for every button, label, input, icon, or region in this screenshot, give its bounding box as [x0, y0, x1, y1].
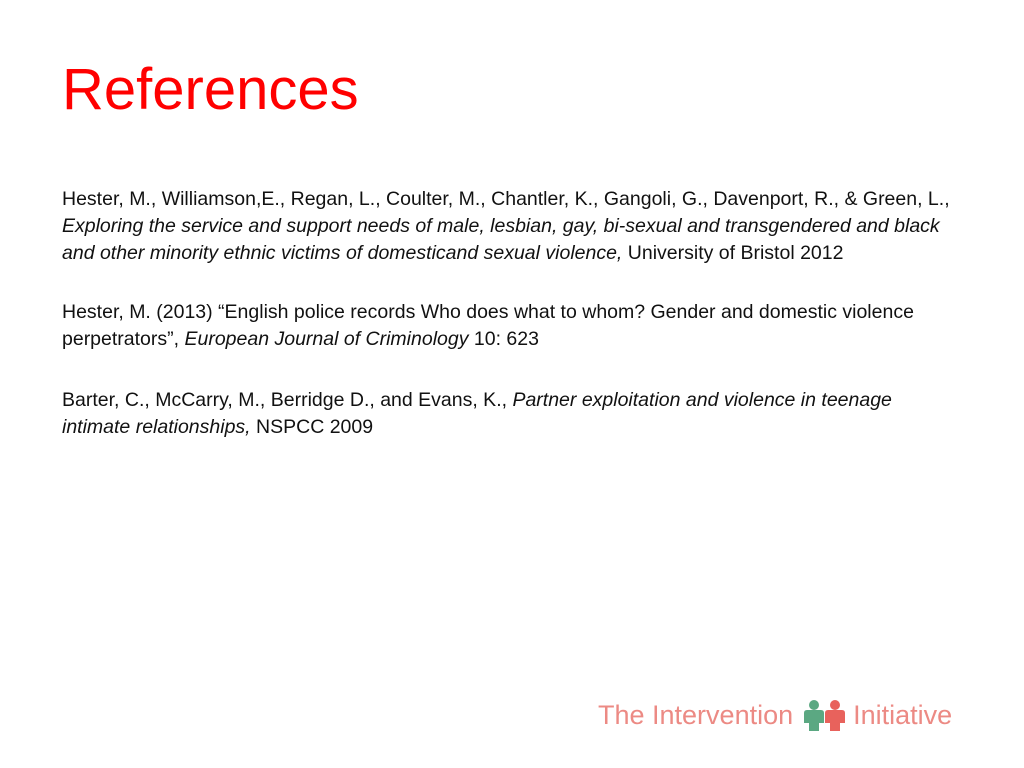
- reference-work-title: Partner exploitation and violence in teenage intimate relationships,: [62, 389, 892, 438]
- reference-list: [62, 186, 962, 473]
- reference-work-title: Exploring the service and support needs of male, lesbian, gay, bi-sexual and transgendered and black and other minority ethnic victims of domesticand sexual violence,: [62, 215, 940, 264]
- reference-source: NSPCC 2009: [256, 416, 374, 438]
- reference-authors: Hester, M., Williamson,E., Regan, L., Coulter, M., Chantler, K., Gangoli, G., Davenport, R., & Green, L.,: [62, 188, 950, 210]
- reference-authors: Hester, M. (2013) “English police records Who does what to whom? Gender and domestic violence perpetrators”,: [62, 301, 914, 350]
- logo-text-right: Initiative: [853, 699, 953, 730]
- reference-source: University of Bristol 2012: [627, 242, 844, 264]
- logo-text-left: The Intervention: [598, 699, 794, 730]
- reference-source: 10: 623: [473, 328, 539, 350]
- two-people-icon: [801, 699, 849, 731]
- intervention-initiative-logo: [598, 695, 952, 735]
- reference-authors: Barter, C., McCarry, M., Berridge D., and Evans, K.,: [62, 389, 508, 411]
- reference-item: [62, 387, 962, 441]
- page-title: References: [62, 57, 359, 122]
- reference-work-title: European Journal of Criminology: [184, 328, 469, 350]
- reference-item: [62, 186, 962, 267]
- reference-item: [62, 299, 962, 353]
